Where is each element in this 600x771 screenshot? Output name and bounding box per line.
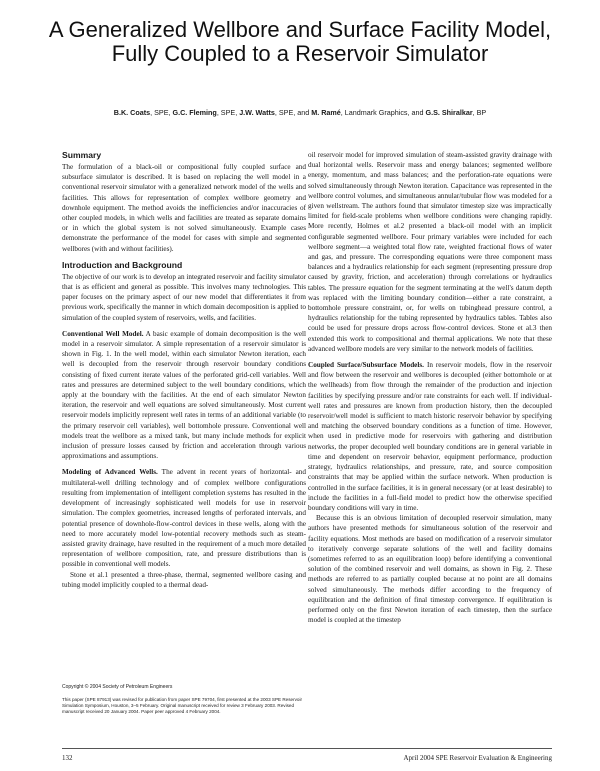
copyright-notice: Copyright © 2004 Society of Petroleum Engineers (62, 684, 173, 690)
stone-paragraph: Stone et al.1 presented a three-phase, thermal, segmented wellbore casing and tubing model implicitly coupled to a thermal dead- (62, 570, 306, 589)
conventional-well-model-heading: Conventional Well Model. (62, 329, 144, 338)
intro-heading: Introduction and Background (62, 259, 183, 270)
author-affiliation: , Landmark Graphics, and (340, 108, 426, 117)
page-number: 132 (62, 754, 73, 762)
author-name: B.K. Coats (113, 108, 151, 117)
right-column (308, 150, 552, 625)
author-affiliation: , SPE, (150, 108, 173, 117)
footnote: This paper (SPE 87913) was revised for publication from paper SPE 79704, first presented at the 2003 SPE Reservoir Simulation Symposium, Houston, 3–5 February. Original manuscript received for review 3 February 2003. Revised manuscript received 20 January 2004. Paper peer approved 4 February 2004. (62, 697, 303, 714)
intro-paragraph: The objective of our work is to develop an integrated reservoir and facility simulator that is as efficient and general as possible. This involves many technologies. This paper focuses on the primary aspect of our new model that differentiates it from previous work, specifically the manner in which domain decomposition is applied to simulation of the coupled system of reservoirs, wells, and facilities. (62, 272, 306, 322)
author-name: M. Ramé (311, 108, 341, 117)
conventional-well-model-text: A basic example of domain decomposition is the well model in a reservoir simulator. A simple representation of a reservoir simulator is shown in Fig. 1. In the well model, within each simulator Newton iteration, each well is decoupled from the reservoir through reservoir boundary conditions consisting of fixed current iterate values of the perforated grid-cell variables. Well rates and pressures are determined subject to the well boundary conditions, which apply at the boundary with the facilities. At the end of each simulator Newton iteration, the reservoir and well equations are solved simultaneously. Most current reservoir models implicitly represent well rates in terms of an additional variable (to the primary reservoir cell variables), well bottomhole pressure. Conventional well models treat the wellbore as a mixed tank, but many include methods for explicit inclusion of pressure losses caused by friction and acceleration through various approximations and assumptions. (62, 329, 307, 461)
author-affiliation: , SPE, (216, 108, 240, 117)
author-affiliation: , BP (472, 108, 487, 117)
author-name: J.W. Watts (239, 108, 275, 117)
author-affiliation: , SPE, and (274, 108, 312, 117)
advanced-wells-heading: Modeling of Advanced Wells. (62, 468, 158, 477)
conventional-well-model-paragraph (62, 329, 306, 462)
right-paragraph-3: Because this is an obvious limitation of decoupled reservoir simulation, many authors have presented methods for simultaneous solution of the reservoir and facility equations. Most methods are based on modification of a reservoir simulator to iteratively converge separate solutions of the well and facility domains (sometimes referred to as an equilibration loop) before identifying a conventional solution of the combined reservoir and well domains, as shown in Fig. 2. These methods are referred to as partially coupled because at no point are all domains solved simultaneously. The methods differ according to the frequency of equilibration and the definition of final timestep convergence. If equilibration is performed only on the first Newton iteration of each timestep, then the surface model is coupled at the timestep (308, 514, 552, 625)
summary-heading: Summary (62, 150, 102, 160)
author-line (30, 108, 570, 118)
journal-footer: April 2004 SPE Reservoir Evaluation & Engineering (403, 754, 552, 762)
paper-title: A Generalized Wellbore and Surface Facility Model, Fully Coupled to a Reservoir Simulator (48, 17, 552, 66)
coupled-models-heading: Coupled Surface/Subsurface Models. (308, 361, 424, 370)
author-name: G.S. Shiralkar (425, 108, 473, 117)
advanced-wells-text: The advent in recent years of horizontal- and multilateral-well drilling technology and of complex wellbore configurations resulting from implementation of intelligent completion systems has resulted in the development of increasingly sophisticated well models for use in reservoir simulation. The complex geometries, increased lengths of perforated intervals, and potential presence of downhole-flow-control devices in these wells, along with the need to more accurately model low-potential recovery methods such as steam-assisted gravity drainage, have resulted in the requirement of a much more detailed representation of wellbore composition, rate, and pressure distributions than is possible in conventional well models. (62, 468, 306, 569)
footer-rule (62, 748, 552, 749)
advanced-wells-paragraph (62, 467, 306, 569)
coupled-models-paragraph (308, 360, 552, 513)
right-paragraph-1: oil reservoir model for improved simulation of steam-assisted gravity drainage with dual horizontal wells. Reservoir mass and energy balances; segmented wellbore energy, momentum, and mass balances; and the perforation-rate equations were solved simultaneously through Newton iteration. Capacitance was represented in the wellbore control volumes, and simultaneous annular/tubular flow was modeled for a given wellstream. The authors found that simulator timestep size was impractically limited for field-scale problems when wellbore conditions were changing rapidly. More recently, Holmes et al.2 presented a black-oil model with an implicit configurable segmented wellbore. Four primary variables were included for each wellbore segment—a weighted total flow rate, weighted fractional flows of water and gas, and pressure. The corresponding equations were three component mass balances and a hydraulics relationship for each segment (representing pressure drop caused by gravity, friction, and acceleration) through correlations or hydraulics tables. The pressure equation for the segment terminating at the well's datum depth was replaced with the limiting boundary condition—either a rate constraint, a bottomhole pressure constraint, or, for wells on tubinghead pressure control, a hydraulics relationship for the tubing represented by hydraulics tables. Tables also could be used for pressure drops across flow-control devices. Stone et al.3 then extended this work to compositional and thermal applications. We note that these advanced wellbore models are very similar to the network models of facilities. (308, 151, 552, 353)
author-name: G.C. Fleming (172, 108, 217, 117)
left-column (62, 150, 306, 590)
summary-paragraph: The formulation of a black-oil or compositional fully coupled surface and subsurface simulator is described. It is based on replacing the well model in a conventional reservoir simulator with a generalized network model of the wells and facilities. This allows for representation of complex wellbore geometry and downhole equipment. The method avoids the inefficiencies and/or inaccuracies of other coupled models, in which wells and facilities are treated as separate domains or in which the global system is not solved simultaneously. Example cases demonstrate the performance of the model for cases with simple and segmented wellbores (with and without facilities). (62, 163, 306, 253)
coupled-models-text: In reservoir models, flow in the reservoir and flow between the reservoir and wellbores is decoupled (either bottomhole or at the wellheads) from flow through the remainder of the production and injection facilities by specifying pressure and/or rate constraints for each well. If individual-well rates and pressures are known from production history, then the decoupled reservoir/well model is sufficient to match historic reservoir behavior by specifying and matching the observed boundary conditions as a function of time. However, when used in predictive mode for reservoirs with gathering and distribution networks, the proper decoupled well boundary conditions are in general variable in time and dependent on reservoir behavior, equipment performance, production strategy, hydraulics relationships, and pressure, rate, and source composition constraints that may be applied within the surface network. When production is controlled in the surface facilities, it is in general necessary (or at least desirable) to include the facilities in a full-field model to predict how the otherwise specified boundary conditions will vary in time. (308, 361, 552, 512)
